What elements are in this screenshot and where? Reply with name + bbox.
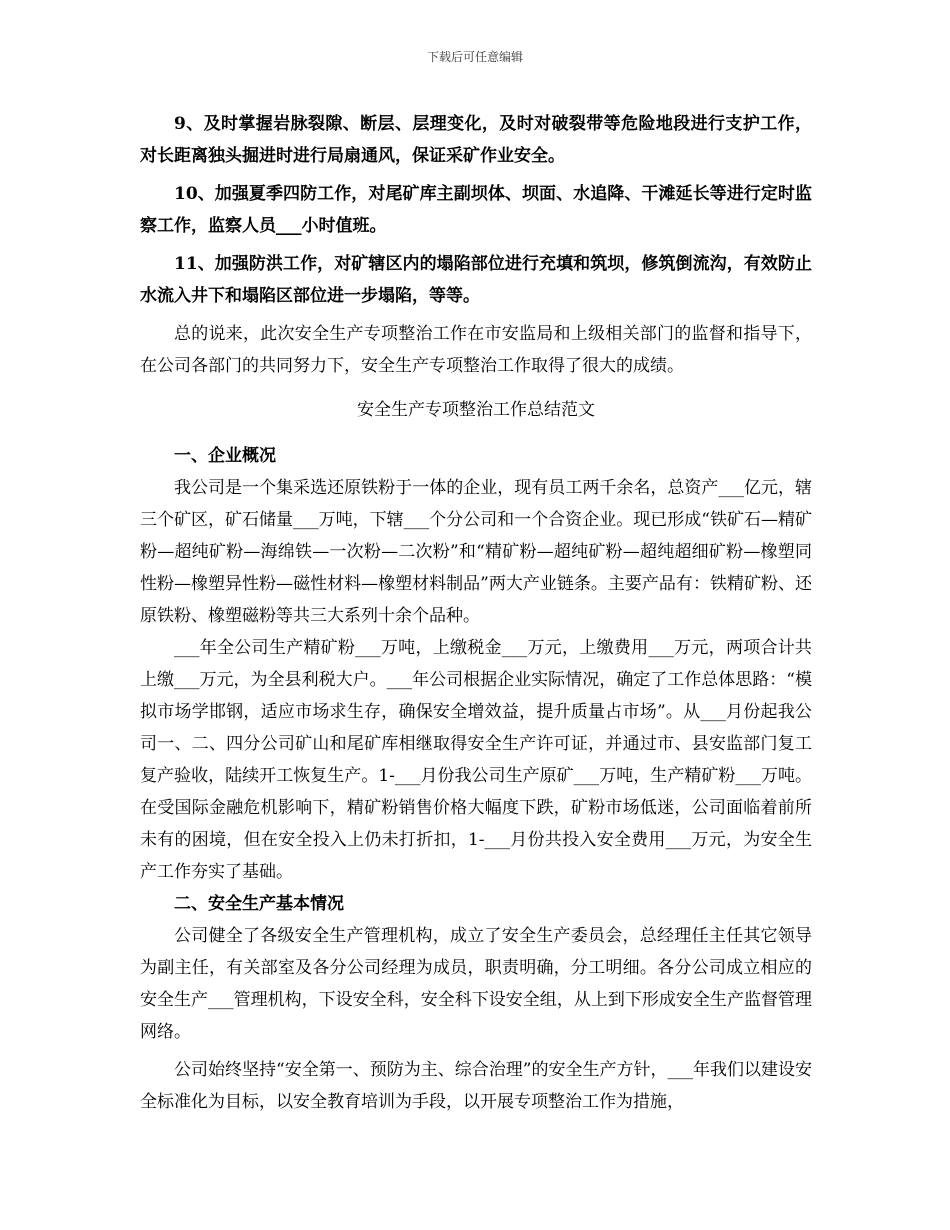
section-title: 安全生产专项整治工作总结范文 xyxy=(357,400,595,420)
paragraph-production-summary: ___年全公司生产精矿粉___万吨，上缴税金___万元，上缴费用___万元，两项合计共上缴___万元，为全县利税大户。___年公司根据企业实际情况，确定了工作总体思路：“模拟市场学邯钢，适应市场求生存，确保安全增效益，提升质量占市场”。从___月份起我公司一、二、四分公司矿山和尾矿库相继取得安全生产许可证，并通过市、县安监部门复工复产验收，陆续开工恢复生产。1-___月份我公司生产原矿___万吨，生产精矿粉___万吨。在受国际金融危机影响下，精矿粉销售价格大幅度下跌，矿粉市场低迷，公司面临着前所未有的困境，但在安全投入上仍未打折扣，1-___月份共投入安全费用___万元，为安全生产工作夯实了基础。 xyxy=(140,638,812,882)
paragraph-item-10: 10、加强夏季四防工作，对尾矿库主副坝体、坝面、水追降、干滩延长等进行定时监察工作，监察人员___小时值班。 xyxy=(140,184,812,236)
paragraph-safety-policy: 公司始终坚持“安全第一、预防为主、综合治理”的安全生产方针，___年我们以建设安全标准化为目标，以安全教育培训为手段，以开展专项整治工作为措施， xyxy=(140,1060,812,1112)
document-body xyxy=(140,108,812,1118)
heading-enterprise-overview: 一、企业概况 xyxy=(174,446,276,466)
paragraph-item-9: 9、及时掌握岩脉裂隙、断层、层理变化，及时对破裂带等危险地段进行支护工作，对长距离独头掘进时进行局扇通风，保证采矿作业安全。 xyxy=(140,114,812,166)
paragraph-item-11: 11、加强防洪工作，对矿辖区内的塌陷部位进行充填和筑坝，修筑倒流沟，有效防止水流入井下和塌陷区部位进一步塌陷，等等。 xyxy=(140,254,812,306)
paragraph-summary: 总的说来，此次安全生产专项整治工作在市安监局和上级相关部门的监督和指导下，在公司各部门的共同努力下，安全生产专项整治工作取得了很大的成绩。 xyxy=(140,324,812,376)
page-header: 下载后可任意编辑 xyxy=(426,50,523,64)
paragraph-safety-organization: 公司健全了各级安全生产管理机构，成立了安全生产委员会，总经理任主任其它领导为副主任，有关部室及各分公司经理为成员，职责明确，分工明细。各分公司成立相应的安全生产___管理机构，下设安全科，安全科下设安全组，从上到下形成安全生产监督管理网络。 xyxy=(140,926,812,1042)
heading-safety-basics: 二、安全生产基本情况 xyxy=(174,894,344,914)
paragraph-enterprise-overview: 我公司是一个集采选还原铁粉于一体的企业，现有员工两千余名，总资产___亿元，辖三个矿区，矿石储量___万吨，下辖___个分公司和一个合资企业。现已形成“铁矿石—精矿粉—超纯矿粉—海绵铁—一次粉—二次粉”和“精矿粉—超纯矿粉—超纯超细矿粉—橡塑同性粉—橡塑异性粉—磁性材料—橡塑材料制品”两大产业链条。主要产品有：铁精矿粉、还原铁粉、橡塑磁粉等共三大系列十余个品种。 xyxy=(140,478,812,626)
